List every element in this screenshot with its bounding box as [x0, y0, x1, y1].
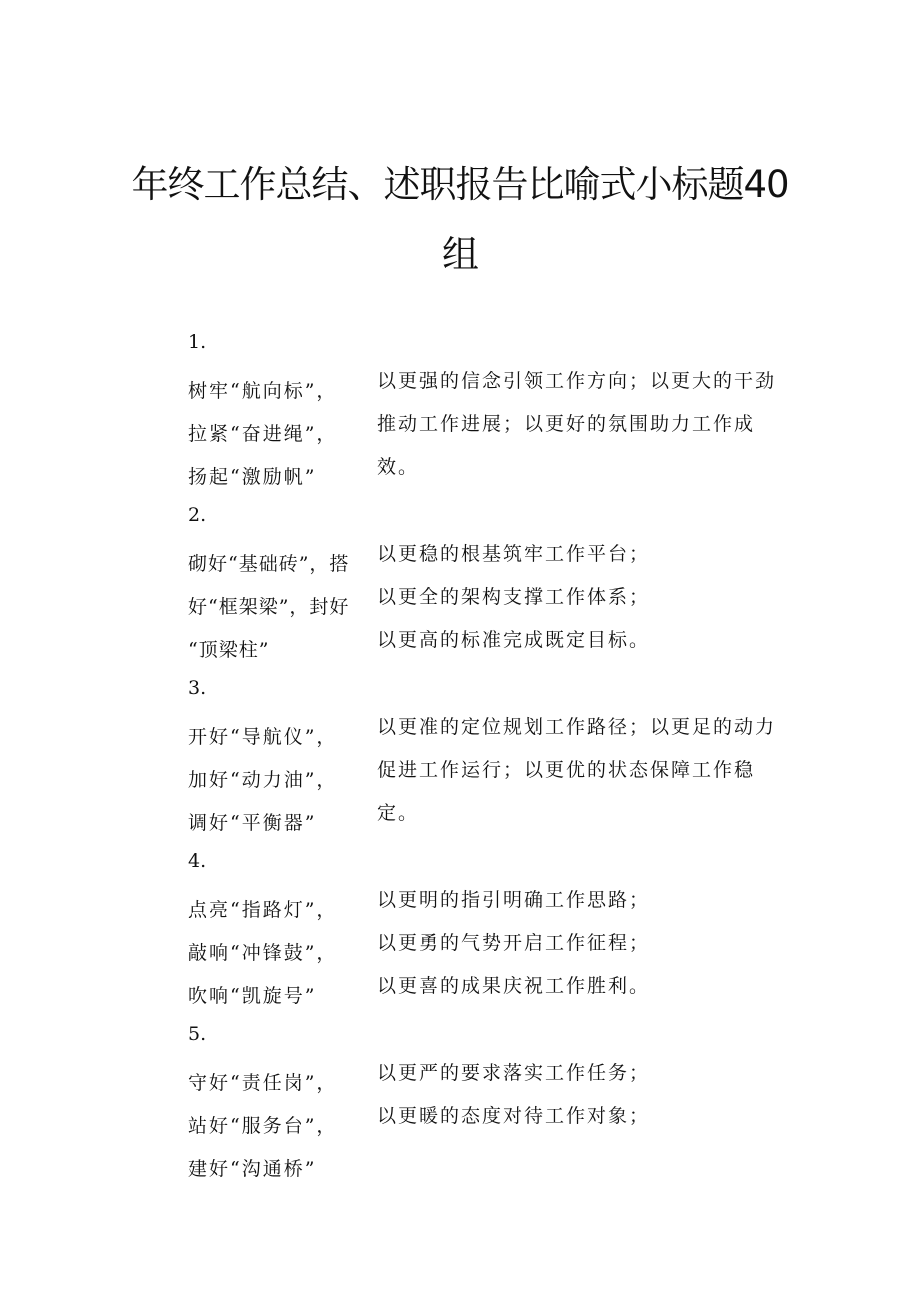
- heading-line: 砌好“基础砖”，搭: [188, 553, 350, 575]
- section-description: [377, 533, 777, 662]
- section-description: [377, 1052, 777, 1138]
- section-number: 3.: [188, 677, 207, 699]
- section-number: 4.: [188, 850, 207, 872]
- section-description: [377, 879, 777, 1008]
- description-line: 以更准的定位规划工作路径；以更足的动力: [377, 716, 777, 738]
- heading-line: 调好“平衡器”: [188, 812, 317, 834]
- section-2: [0, 503, 920, 675]
- section-heading: [188, 716, 366, 834]
- section-number: 1.: [188, 331, 207, 353]
- heading-line: 拉紧“奋进绳”，: [188, 423, 338, 445]
- description-line: 以更高的标准完成既定目标。: [377, 629, 651, 651]
- section-4: [0, 849, 920, 1021]
- description-line: 以更明的指引明确工作思路；: [377, 889, 651, 911]
- heading-line: 开好“导航仪”，: [188, 726, 338, 748]
- title-line-2: 组: [442, 233, 478, 276]
- heading-line: “顶梁柱”: [188, 639, 270, 661]
- heading-line: 加好“动力油”，: [188, 769, 338, 791]
- description-line: 以更喜的成果庆祝工作胜利。: [377, 975, 651, 997]
- section-heading: [188, 889, 366, 1007]
- description-line: 推动工作进展；以更好的氛围助力工作成: [377, 413, 756, 435]
- section-1: [0, 330, 920, 502]
- description-line: 以更严的要求落实工作任务；: [377, 1062, 651, 1084]
- heading-line: 点亮“指路灯”，: [188, 899, 338, 921]
- description-line: 以更稳的根基筑牢工作平台；: [377, 543, 651, 565]
- description-line: 以更勇的气势开启工作征程；: [377, 932, 651, 954]
- heading-line: 树牢“航向标”，: [188, 380, 338, 402]
- heading-line: 建好“沟通桥”: [188, 1158, 317, 1180]
- title-line-1: 年终工作总结、述职报告比喻式小标题40: [131, 163, 789, 206]
- heading-line: 好“框架梁”，封好: [188, 596, 350, 618]
- description-line: 以更暖的态度对待工作对象；: [377, 1105, 651, 1127]
- page-title: [100, 150, 820, 290]
- section-heading: [188, 543, 366, 661]
- section-number: 5.: [188, 1023, 207, 1045]
- section-3: [0, 676, 920, 848]
- section-heading: [188, 1062, 366, 1180]
- heading-line: 扬起“激励帆”: [188, 466, 317, 488]
- heading-line: 吹响“凯旋号”: [188, 985, 317, 1007]
- description-line: 以更全的架构支撑工作体系；: [377, 586, 651, 608]
- heading-line: 守好“责任岗”，: [188, 1072, 338, 1094]
- heading-line: 站好“服务台”，: [188, 1115, 338, 1137]
- description-line: 促进工作运行；以更优的状态保障工作稳: [377, 759, 756, 781]
- section-number: 2.: [188, 504, 207, 526]
- section-description: [377, 706, 777, 835]
- description-line: 定。: [377, 802, 420, 824]
- section-description: [377, 360, 777, 489]
- description-line: 以更强的信念引领工作方向；以更大的干劲: [377, 370, 777, 392]
- section-heading: [188, 370, 366, 488]
- section-5: [0, 1022, 920, 1194]
- heading-line: 敲响“冲锋鼓”，: [188, 942, 338, 964]
- description-line: 效。: [377, 456, 420, 478]
